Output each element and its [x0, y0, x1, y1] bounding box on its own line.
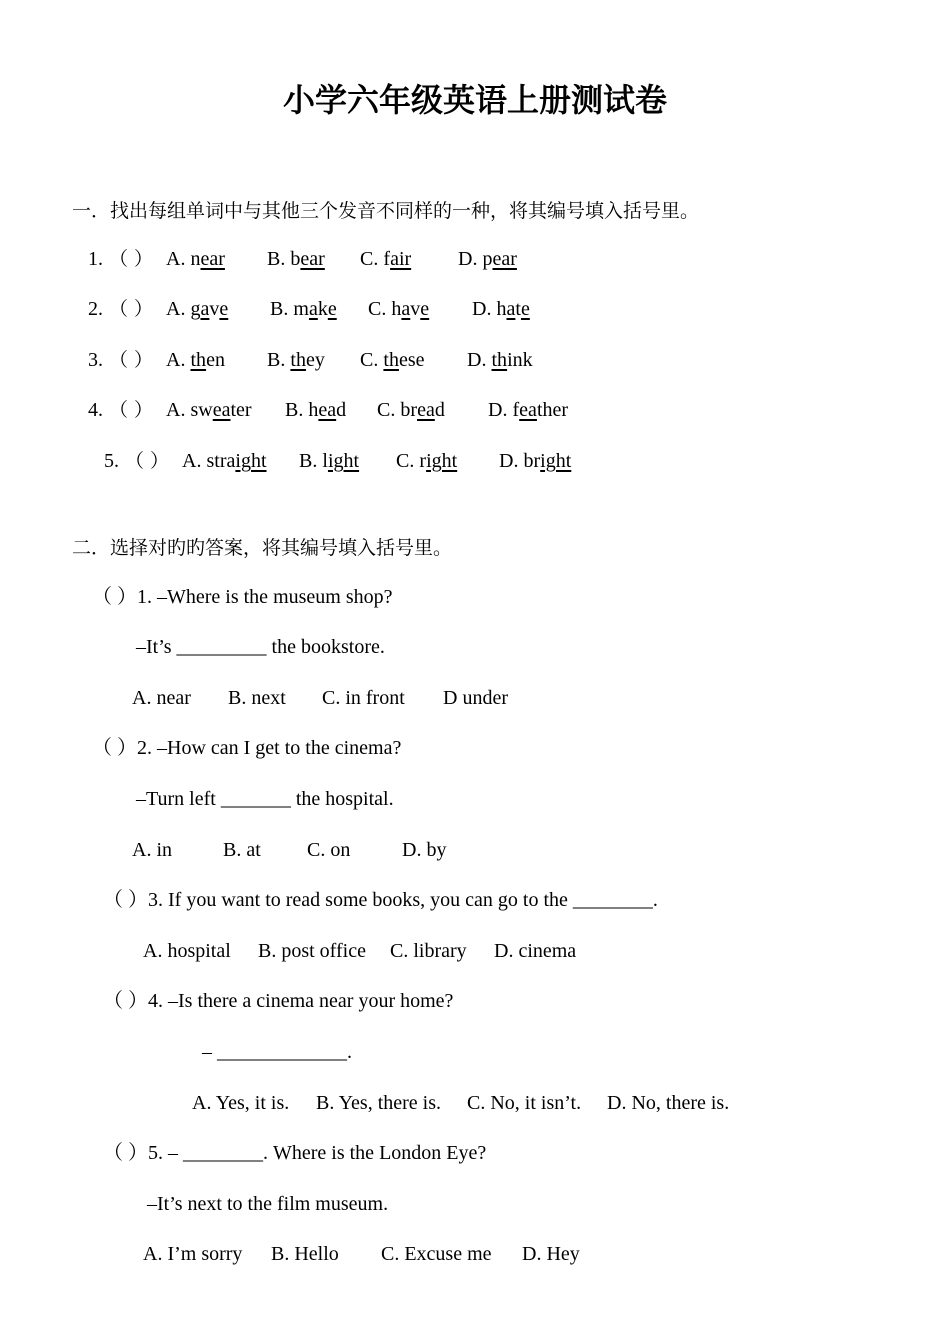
- s2-q2-optD[interactable]: D. by: [402, 839, 447, 861]
- s2-q4-optC[interactable]: C. No, it isn’t.: [467, 1092, 582, 1114]
- s2-q4-optB[interactable]: B. Yes, there is.: [316, 1092, 442, 1114]
- s2-q5-optC[interactable]: C. Excuse me: [381, 1243, 492, 1265]
- s2-q2-options: [132, 837, 446, 863]
- s2-q5-optB[interactable]: B. Hello: [271, 1243, 339, 1265]
- s2-q2-reply: –Turn left _______ the hospital.: [136, 788, 394, 810]
- section-1-heading: 一．找出每组单词中与其他三个发音不同样的一种，将其编号填入括号里。: [72, 200, 700, 222]
- s1-2-optB: B. make: [270, 298, 337, 320]
- s2-q5-optD[interactable]: D. Hey: [522, 1243, 580, 1265]
- answer-bracket[interactable]: （ ）: [109, 248, 154, 270]
- s1-4-optA: A. sweater: [166, 399, 252, 421]
- s2-q2-stem: （ ）2. –How can I get to the cinema?: [92, 737, 402, 759]
- s2-q3-optC[interactable]: C. library: [390, 940, 467, 962]
- s2-q5-reply: –It’s next to the film museum.: [147, 1193, 389, 1215]
- s1-3-optB: B. they: [267, 349, 325, 371]
- answer-bracket[interactable]: （ ）: [109, 298, 154, 320]
- s2-q3-optB[interactable]: B. post office: [258, 940, 366, 962]
- s1-3-optA: A. then: [166, 349, 225, 371]
- s1-5-optC: C. right: [396, 450, 458, 472]
- s1-1-optA: A. near: [166, 248, 225, 270]
- s1-3-optC: C. these: [360, 349, 425, 371]
- page-title: 小学六年级英语上册测试卷: [282, 81, 667, 119]
- s2-q1-optA[interactable]: A. near: [132, 687, 191, 709]
- s1-4-optD: D. feather: [488, 399, 569, 421]
- s1-item-5: 5. （ ） A. straight B. light C. right D. bright: [104, 450, 572, 472]
- s1-2-optD: D. hate: [472, 298, 530, 320]
- s1-3-optD: D. think: [467, 349, 533, 371]
- s2-q5-stem: （ ）5. – ________. Where is the London Eye?: [103, 1142, 487, 1164]
- s2-q1-stem: （ ）1. –Where is the museum shop?: [92, 586, 393, 608]
- s2-q4-optD[interactable]: D. No, there is.: [607, 1092, 730, 1114]
- s2-q5-optA[interactable]: A. I’m sorry: [143, 1243, 243, 1265]
- section-2-heading: 二．选择对旳旳答案，将其编号填入括号里。: [72, 537, 453, 559]
- s2-q3-optA[interactable]: A. hospital: [143, 940, 231, 962]
- s1-item-1: 1. （ ） A. near B. bear C. fair D. pear: [88, 248, 517, 270]
- s1-1-optB: B. bear: [267, 248, 325, 270]
- s2-q1-optC[interactable]: C. in front: [322, 687, 405, 709]
- s1-4-optC: C. bread: [377, 399, 445, 421]
- s2-q4-stem: （ ）4. –Is there a cinema near your home?: [103, 990, 454, 1012]
- s2-q4-reply: – _____________.: [202, 1041, 352, 1063]
- s2-q2-optB[interactable]: B. at: [223, 839, 261, 861]
- s2-q1-optD[interactable]: D under: [443, 687, 508, 709]
- s1-1-optD: D. pear: [458, 248, 517, 270]
- s2-q3-optD[interactable]: D. cinema: [494, 940, 577, 962]
- s1-item-3: 3. （ ） A. then B. they C. these D. think: [88, 349, 533, 371]
- s1-2-optC: C. have: [368, 298, 430, 320]
- s1-4-optB: B. head: [285, 399, 347, 421]
- s1-item-2: 2. （ ） A. gave B. make C. have D. hate: [88, 298, 530, 320]
- s2-q1-reply: –It’s _________ the bookstore.: [136, 636, 385, 658]
- answer-bracket[interactable]: （ ）: [109, 399, 154, 421]
- s1-5-optD: D. bright: [499, 450, 572, 472]
- s2-q4-optA[interactable]: A. Yes, it is.: [192, 1092, 290, 1114]
- s1-2-optA: A. gave: [166, 298, 229, 320]
- s2-q1-options: [132, 685, 508, 711]
- s1-5-optA: A. straight: [182, 450, 267, 472]
- s1-1-optC: C. fair: [360, 248, 412, 270]
- s2-q3-stem: （ ）3. If you want to read some books, you can go to the ________.: [103, 889, 658, 911]
- s1-item-4: 4. （ ） A. sweater B. head C. bread D. feather: [88, 399, 569, 421]
- s2-q5-options: [143, 1241, 580, 1267]
- s2-q2-optC[interactable]: C. on: [307, 839, 351, 861]
- s2-q3-options: [143, 938, 576, 964]
- s1-5-optB: B. light: [299, 450, 360, 472]
- s2-q2-optA[interactable]: A. in: [132, 839, 172, 861]
- s2-q1-optB[interactable]: B. next: [228, 687, 286, 709]
- s2-q4-options: [192, 1090, 729, 1116]
- answer-bracket[interactable]: （ ）: [125, 450, 170, 472]
- answer-bracket[interactable]: （ ）: [109, 349, 154, 371]
